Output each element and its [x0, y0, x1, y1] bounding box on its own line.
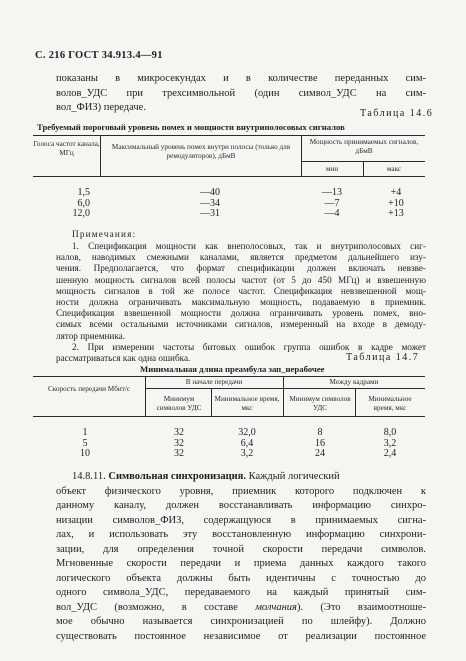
section-title: Символьная синхронизация. [108, 471, 246, 482]
table-7-col-a2: Минимальное время, мкс [214, 395, 280, 412]
table-6-col-max: макс [386, 165, 402, 173]
section-line-start: вол_УДС (возможно, в составе [56, 601, 256, 613]
section-line: логического объекта должны быть идентичны с точностью до [56, 572, 426, 584]
table-7-label: Таблица 14.7 [346, 352, 420, 363]
table-7-b1: 16 [315, 437, 325, 449]
note-line: Спецификация взвешенной мощности должна ограничивать уровень помех, вно- [56, 308, 426, 319]
section-line: низации символов_ФИЗ, содержащуюся в принимаемых сигна- [56, 514, 426, 526]
table-7-col-b1: Минимум символов УДС [289, 395, 351, 412]
table-7-col-rate: Скорость передачи Мбит/с [47, 385, 131, 393]
table-7-a2: 3,2 [240, 448, 254, 459]
table-6-min: —7 [324, 198, 340, 209]
section-line: одного символа_УДС, передаваемого на каждый принятый сим- [56, 587, 426, 598]
table-6-noise: —31 [200, 208, 220, 219]
section-line: лах, и использовать эту восстановленную информацию синхрони- [56, 529, 426, 540]
note-line: ности должна ограничивать максимальную мощность, подаваемую в приемник. [56, 297, 426, 307]
table-6-col-band: Голоса частот канала, МГц [33, 140, 100, 157]
intro-line-2: волов_УДС при трехсимвольной (один символ_УДС на сим- [56, 87, 426, 99]
table-7-rate: 5 [82, 437, 88, 449]
italic-word: молчания [255, 601, 297, 613]
table-6-label: Таблица 14.6 [360, 108, 434, 119]
note-line: рассматриваться как одна ошибка. [56, 353, 191, 363]
table-7-a1: 32 [174, 427, 184, 438]
table-6-band: 6,0 [77, 198, 90, 209]
table-6-min: —4 [324, 208, 340, 219]
table-6-min: —13 [322, 187, 342, 198]
section-line-end: ). (Это взаимоотноше- [296, 601, 426, 613]
note-line: шенную мощность сигналов всей полосы частот (от 5 до 450 МГц) и взвешенную [56, 274, 426, 285]
page-header: С. 216 ГОСТ 34.913.4—91 [35, 50, 163, 61]
table-7-b2: 2,4 [383, 448, 397, 459]
table-6-col-min: мин [325, 165, 339, 173]
section-line: существовать постоянное независимое от реализации постоянное [56, 630, 426, 642]
table-6-noise: —34 [200, 198, 220, 209]
intro-line-3: вол_ФИЗ) передаче. [56, 102, 146, 113]
section-line: объект физического уровня, приемник которого подключен к [56, 485, 426, 497]
note-line: налов, наводимых смежными каналами, является предметом дальнейшего изу- [56, 252, 426, 263]
section-number: 14.8.11. [72, 471, 106, 482]
table-7-caption: Минимальная длина преамбула зап_нерабочее [140, 364, 325, 374]
section-line: данному каналу, должен восстанавливать информацию синхро- [56, 500, 426, 511]
table-6-max: +4 [390, 187, 402, 198]
note-line: 1. Спецификация мощности как внеполосовых, так и внутриполосовых сиг- [72, 241, 426, 251]
table-7-group-start: В начале передачи [185, 378, 243, 386]
table-7-group-between: Между кадрами [329, 378, 379, 386]
section-first-line: Каждый логический [248, 471, 340, 482]
table-6-band: 1,5 [77, 187, 90, 198]
table-7-b2: 3,2 [383, 437, 397, 449]
note-line: 2. При измерении частоты битовых ошибок группа ошибок в кадре может [72, 341, 426, 352]
table-7-col-a1: Минимум символов УДС [156, 395, 202, 412]
table-7-col-b2: Минимальное время, мкс [368, 395, 412, 412]
table-6-band: 12,0 [72, 208, 90, 219]
notes-title: Примечания: [72, 229, 137, 239]
note-line: чения. Предполагается, что формат спецификации должен включать невзве- [56, 263, 426, 274]
table-7-a2: 32,0 [238, 427, 256, 438]
table-6-col-power: Мощность принимаемых сигналов, дБмВ [309, 138, 419, 155]
table-7-b1: 8 [317, 427, 323, 438]
table-6-max: +13 [388, 208, 404, 219]
section-line: зации, для определения точной скорости передачи символов. [56, 543, 426, 555]
table-7-b2: 8,0 [383, 427, 397, 438]
note-line: мощность сигналов в той же полосе частот. Спецификация невзвешенной мощ- [56, 285, 426, 296]
table-6-max: +10 [388, 198, 404, 209]
section-line: Мгновенные скорости передачи и приема данных каждого такого [56, 558, 426, 569]
table-6-col-noise: Максимальный уровень помех внутри полосы (только для ремодуляторов), дБмВ [111, 143, 291, 160]
note-line: симых всеми остальными источниками сигналов, измеренный на входе в демоду- [56, 319, 426, 330]
table-7-a1: 32 [174, 448, 184, 459]
table-6-caption: Требуемый пороговый уровень помех и мощности внутриполосовых сигналов [37, 122, 345, 132]
section-heading [72, 470, 426, 485]
table-6-noise: —40 [200, 187, 220, 198]
table-7-rate: 10 [80, 448, 90, 459]
section-line: мое обычно называется синхронизацией по шлейфу). Должно [56, 616, 426, 627]
table-7-rate: 1 [82, 427, 88, 438]
section-line [56, 601, 426, 616]
note-line: лятор приемника. [56, 330, 126, 341]
table-7-b1: 24 [315, 448, 325, 459]
table-7-a2: 6,4 [240, 437, 254, 449]
table-7-a1: 32 [174, 437, 184, 449]
intro-line-1: показаны в микросекундах и в количестве переданных сим- [56, 73, 426, 84]
